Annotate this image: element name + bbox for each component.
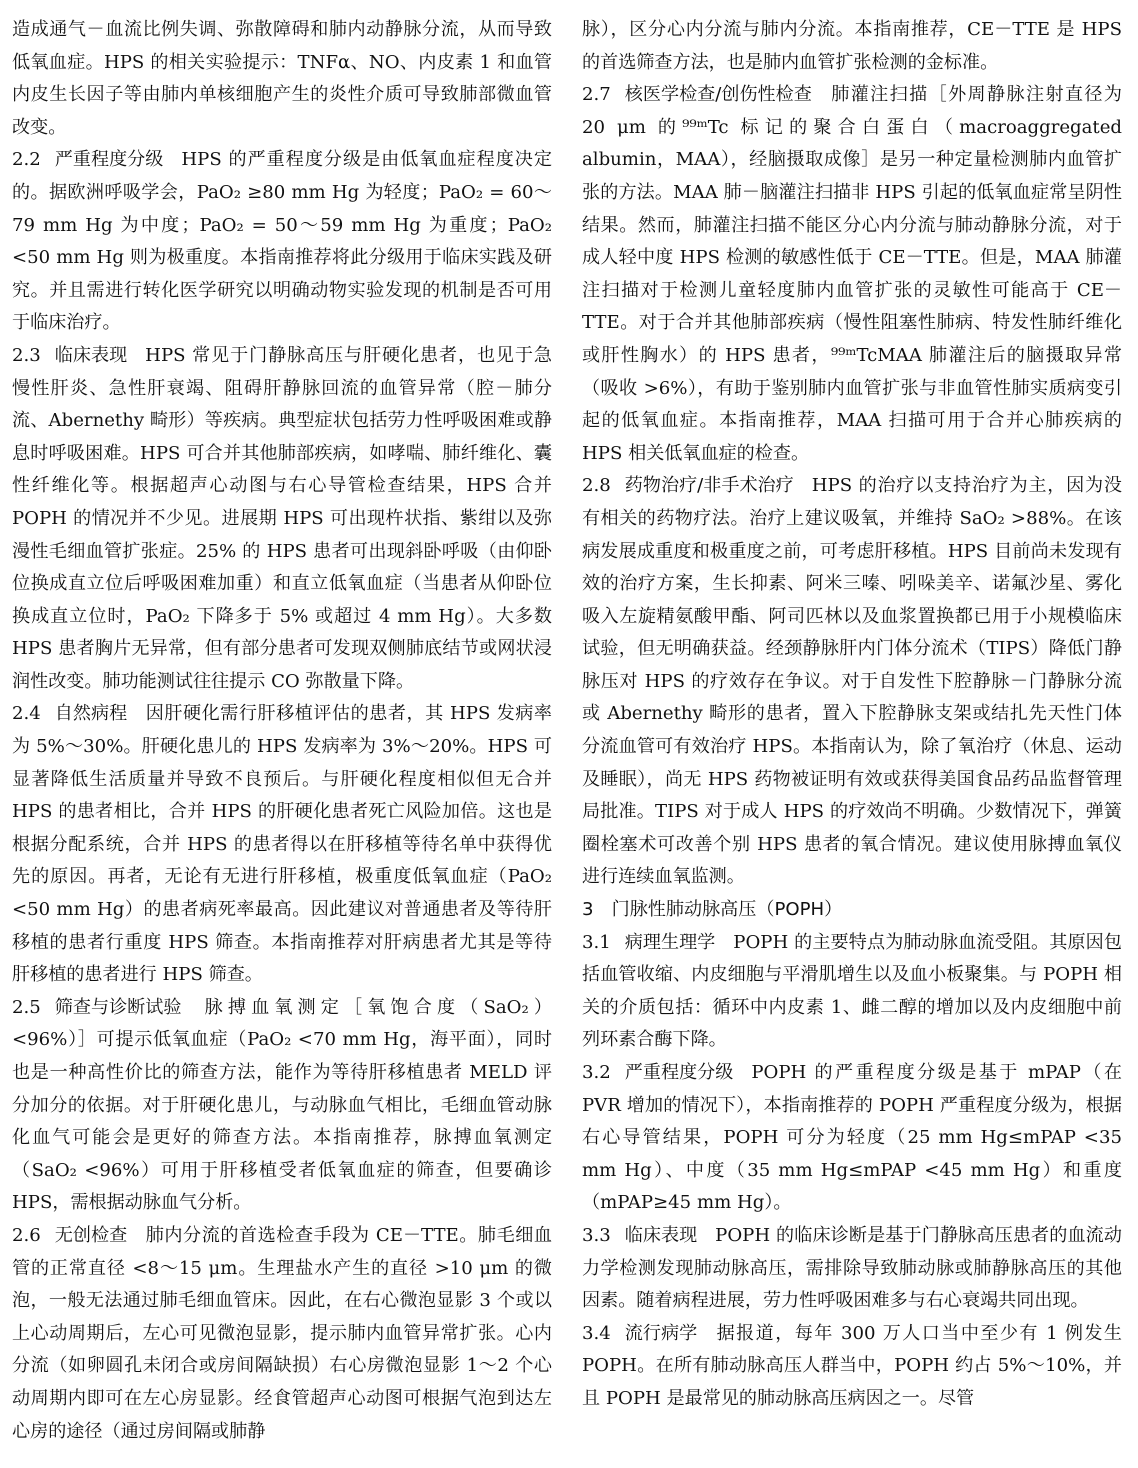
section-paragraph — [582, 79, 1122, 470]
right-column — [582, 14, 1122, 1468]
body-text: 肺内分流的首选检查手段为 CE－TTE。肺毛细血管的正常直径 <8～15 μm。生理盐水产生的直径 >10 μm 的微泡，一般无法通过肺毛细血管床。因此，在右心微泡显影 3 个或以上心动周期后，左心可见微泡显影，提示肺内血管异常扩张。心内分流（如卵圆孔未闭合或房间隔缺损）右心房微泡显影 1～2 个心动周期内即可在左心房显影。经食管超声心动图可根据气泡到达左心房的途径（通过房间隔或肺静 — [12, 1224, 552, 1442]
section-title: 无创检查 — [54, 1224, 128, 1246]
section-title: 自然病程 — [54, 703, 128, 725]
body-text: POPH 的严重程度分级是基于 mPAP（在 PVR 增加的情况下），本指南推荐的 POPH 严重程度分级为，根据右心导管结果，POPH 可分为轻度（25 mm Hg≤mPAP <35 mm Hg）、中度（35 mm Hg≤mPAP <45 mm Hg）和重度（mPAP≥45 mm Hg）。 — [582, 1062, 1122, 1214]
section-number: 2.4 — [12, 703, 41, 725]
section-paragraph — [12, 340, 552, 699]
body-text: HPS 的治疗以支持治疗为主，因为没有相关的药物疗法。治疗上建议吸氧，并维持 SaO₂ >88%。在该病发展成重度和极重度之前，可考虑肝移植。HPS 目前尚未发现有效的治疗方案，生长抑素、阿米三嗪、吲哚美辛、诺氟沙星、雾化吸入左旋精氨酸甲酯、阿司匹林以及血浆置换都已用于小规模临床试验，但无明确获益。经颈静脉肝内门体分流术（TIPS）降低门静脉压对 HPS 的疗效存在争议。对于自发性下腔静脉－门静脉分流或 Abernethy 畸形的患者，置入下腔静脉支架或结扎先天性门体分流血管可有效治疗 HPS。本指南认为，除了氧治疗（休息、运动及睡眠），尚无 HPS 药物被证明有效或获得美国食品药品监督管理局批准。TIPS 对于成人 HPS 的疗效尚不明确。少数情况下，弹簧圈栓塞术可改善个别 HPS 患者的氧合情况。建议使用脉搏血氧仪进行连续血氧监测。 — [582, 475, 1122, 888]
body-text: 据报道，每年 300 万人口当中至少有 1 例发生 POPH。在所有肺动脉高压人群当中，POPH 约占 5%～10%，并且 POPH 是最常见的肺动脉高压病因之一。尽管 — [582, 1322, 1122, 1409]
body-text: 因肝硬化需行肝移植评估的患者，其 HPS 发病率为 5%～30%。肝硬化患儿的 HPS 发病率为 3%～20%。HPS 可显著降低生活质量并导致不良预后。与肝硬化程度相似但无合并 HPS 的患者相比，合并 HPS 的肝硬化患者死亡风险加倍。这也是根据分配系统，合并 HPS 的患者得以在肝移植等待名单中获得优先的原因。再者，无论有无进行肝移植，极重度低氧血症（PaO₂ <50 mm Hg）的患者病死率最高。因此建议对普通患者及等待肝移植的患者行重度 HPS 筛查。本指南推荐对肝病患者尤其是等待肝移植的患者进行 HPS 筛查。 — [12, 703, 552, 986]
body-text: HPS 常见于门静脉高压与肝硬化患者，也见于急慢性肝炎、急性肝衰竭、阻碍肝静脉回流的血管异常（腔－肺分流、Abernethy 畸形）等疾病。典型症状包括劳力性呼吸困难或静息时呼吸困难。HPS 可合并其他肺部疾病，如哮喘、肺纤维化、囊性纤维化等。根据超声心动图与右心导管检查结果，HPS 合并 POPH 的情况并不少见。进展期 HPS 可出现杵状指、紫绀以及弥漫性毛细血管扩张症。25% 的 HPS 患者可出现斜卧呼吸（由仰卧位换成直立位后呼吸困难加重）和直立低氧血症（当患者从仰卧位换成直立位时，PaO₂ 下降多于 5% 或超过 4 mm Hg）。大多数 HPS 患者胸片无异常，但有部分患者可发现双侧肺底结节或网状浸润性改变。肺功能测试往往提示 CO 弥散量下降。 — [12, 344, 552, 692]
section-paragraph — [12, 144, 552, 340]
section-title: 核医学检查/创伤性检查 — [624, 84, 812, 106]
section-number: 2.2 — [12, 149, 41, 171]
section-paragraph — [582, 470, 1122, 894]
body-text: 脉），区分心内分流与肺内分流。本指南推荐，CE－TTE 是 HPS 的首选筛查方法，也是肺内血管扩张检测的金标准。 — [582, 19, 1122, 73]
body-text: HPS 的严重程度分级是由低氧血症程度决定的。据欧洲呼吸学会，PaO₂ ≥80 mm Hg 为轻度；PaO₂ = 60～79 mm Hg 为中度；PaO₂ = 50～59 mm Hg 为重度；PaO₂ <50 mm Hg 则为极重度。本指南推荐将此分级用于临床实践及研究。并且需进行转化医学研究以明确动物实验发现的机制是否可用于临床治疗。 — [12, 149, 552, 334]
body-text: 脉搏血氧测定［氧饱合度（SaO₂）<96%）］可提示低氧血症（PaO₂ <70 mm Hg，海平面），同时也是一种高性价比的筛查方法，能作为等待肝移植患者 MELD 评分加分的依据。对于肝硬化患儿，与动脉血气相比，毛细血管动脉化血气可能会是更好的筛查方法。本指南推荐，脉搏血氧测定（SaO₂ <96%）可用于肝移植受者低氧血症的筛查，但要确诊 HPS，需根据动脉血气分析。 — [12, 996, 552, 1214]
section-number: 2.5 — [12, 996, 41, 1018]
section-paragraph — [12, 1220, 552, 1448]
section-title: 药物治疗/非手术治疗 — [624, 475, 794, 497]
section-heading: 3 门脉性肺动脉高压（POPH） — [582, 899, 843, 921]
section-title: 严重程度分级 — [54, 149, 164, 171]
body-text: 肺灌注扫描［外周静脉注射直径为 20 μm 的⁹⁹ᵐTc 标记的聚合白蛋白（macroaggregated albumin，MAA），经脑摄取成像］是另一种定量检测肺内血管扩张的方法。MAA 肺－脑灌注扫描非 HPS 引起的低氧血症常呈阴性结果。然而，肺灌注扫描不能区分心内分流与肺动静脉分流，对于成人轻中度 HPS 检测的敏感性低于 CE－TTE。但是，MAA 肺灌注扫描对于检测儿童轻度肺内血管扩张的灵敏性可能高于 CE－TTE。对于合并其他肺部疾病（慢性阻塞性肺病、特发性肺纤维化或肝性胸水）的 HPS 患者，⁹⁹ᵐTcMAA 肺灌注后的脑摄取异常（吸收 >6%），有助于鉴别肺内血管扩张与非血管性肺实质病变引起的低氧血症。本指南推荐，MAA 扫描可用于合并心肺疾病的 HPS 相关低氧血症的检查。 — [582, 84, 1122, 464]
section-title: 流行病学 — [624, 1322, 698, 1344]
section-paragraph — [582, 1220, 1122, 1318]
section-title: 筛查与诊断试验 — [54, 996, 182, 1018]
body-text: 造成通气－血流比例失调、弥散障碍和肺内动静脉分流，从而导致低氧血症。HPS 的相关实验提示：TNFα、NO、内皮素 1 和血管内皮生长因子等由肺内单核细胞产生的炎性介质可导致肺部微血管改变。 — [12, 19, 552, 138]
left-column — [12, 14, 552, 1468]
paragraph — [12, 14, 552, 144]
body-text: POPH 的主要特点为肺动脉血流受阻。其原因包括血管收缩、内皮细胞与平滑肌增生以及血小板聚集。与 POPH 相关的介质包括：循环中内皮素 1、雌二醇的增加以及内皮细胞中前列环素合酶下降。 — [582, 931, 1122, 1051]
section-number: 3.1 — [582, 931, 611, 953]
section-title: 临床表现 — [624, 1224, 698, 1246]
section-number: 2.7 — [582, 84, 611, 106]
section-number: 3.2 — [582, 1062, 611, 1083]
section-paragraph — [582, 927, 1122, 1057]
section-paragraph — [12, 992, 552, 1220]
body-text: POPH 的临床诊断是基于门静脉高压患者的血流动力学检测发现肺动脉高压，需排除导致肺动脉或肺静脉高压的其他因素。随着病程进展，劳力性呼吸困难多与右心衰竭共同出现。 — [582, 1224, 1122, 1312]
section-title: 病理生理学 — [624, 931, 716, 953]
section-paragraph — [582, 1057, 1122, 1220]
section-number: 2.3 — [12, 344, 41, 366]
section-number: 3.4 — [582, 1322, 611, 1344]
section-title: 临床表现 — [54, 344, 128, 366]
paragraph — [582, 14, 1122, 79]
section-paragraph — [582, 1318, 1122, 1416]
section-number: 3.3 — [582, 1224, 611, 1246]
section-paragraph — [12, 698, 552, 991]
section-number: 2.6 — [12, 1224, 41, 1246]
section-title: 严重程度分级 — [624, 1062, 734, 1083]
section-number: 2.8 — [582, 475, 611, 497]
